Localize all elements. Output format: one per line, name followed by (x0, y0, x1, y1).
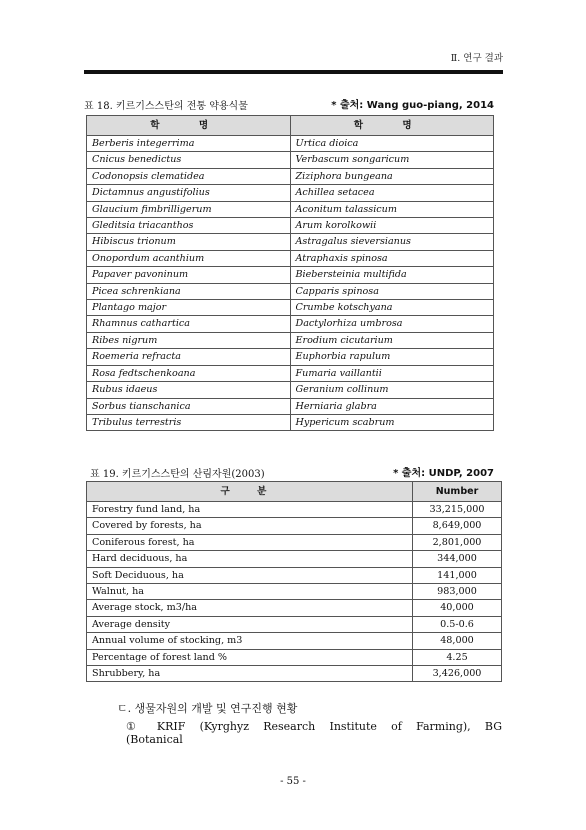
table-cell: Roemeria refracta (87, 349, 291, 365)
table-cell: Hypericum scabrum (290, 414, 494, 430)
table-cell: Rosa fedtschenkoana (87, 365, 291, 381)
table-cell: Geranium collinum (290, 382, 494, 398)
column-header: 학 명 (87, 116, 291, 136)
table-cell: Capparis spinosa (290, 283, 494, 299)
table18-caption: 표 18. 키르기스스탄의 전통 약용식물 (84, 101, 248, 112)
table-cell: Dactylorhiza umbrosa (290, 316, 494, 332)
table-row (87, 398, 494, 414)
table-cell: 33,215,000 (413, 502, 502, 518)
table-cell: 344,000 (413, 551, 502, 567)
column-header: 학 명 (290, 116, 494, 136)
table-cell: Arum korolkowii (290, 218, 494, 234)
table-row (87, 250, 494, 266)
table-row (87, 502, 502, 518)
table-row (87, 316, 494, 332)
table-cell: Ziziphora bungeana (290, 168, 494, 184)
table-cell: Annual volume of stocking, m3 (87, 633, 413, 649)
table-row (87, 584, 502, 600)
table-row (87, 218, 494, 234)
table-cell: Biebersteinia multifida (290, 267, 494, 283)
table-cell: Cnicus benedictus (87, 152, 291, 168)
table-row (87, 518, 502, 534)
table-row (87, 349, 494, 365)
table-cell: Plantago major (87, 300, 291, 316)
table18-source: * 출처: Wang guo-piang, 2014 (331, 100, 494, 111)
table-cell: Verbascum songaricum (290, 152, 494, 168)
table-row (87, 234, 494, 250)
table-cell: 8,649,000 (413, 518, 502, 534)
table-cell: Picea schrenkiana (87, 283, 291, 299)
table-row (87, 332, 494, 348)
table-cell: Fumaria vaillantii (290, 365, 494, 381)
column-header: Number (413, 482, 502, 502)
table-row (87, 136, 494, 152)
table-cell: Rhamnus cathartica (87, 316, 291, 332)
table-cell: Ribes nigrum (87, 332, 291, 348)
table-row (87, 414, 494, 430)
table-cell: Papaver pavoninum (87, 267, 291, 283)
table-row (87, 534, 502, 550)
table-row (87, 666, 502, 682)
table-cell: Achillea setacea (290, 185, 494, 201)
table-cell: Coniferous forest, ha (87, 534, 413, 550)
forest-resources-table (86, 481, 502, 682)
header-rule (84, 70, 503, 74)
table-row (87, 551, 502, 567)
table-cell: Sorbus tianschanica (87, 398, 291, 414)
table-cell: Dictamnus angustifolius (87, 185, 291, 201)
table-cell: Shrubbery, ha (87, 666, 413, 682)
table-cell: Onopordum acanthium (87, 250, 291, 266)
table-row (87, 382, 494, 398)
table-row (87, 633, 502, 649)
medicinal-plants-table (86, 115, 494, 431)
table-cell: 4.25 (413, 649, 502, 665)
table-cell: Walnut, ha (87, 584, 413, 600)
table-cell: Forestry fund land, ha (87, 502, 413, 518)
column-header: 구 분 (87, 482, 413, 502)
table-row (87, 600, 502, 616)
table-cell: Aconitum talassicum (290, 201, 494, 217)
table-cell: Rubus idaeus (87, 382, 291, 398)
section-heading: ㄷ. 생물자원의 개발 및 연구진행 현황 (117, 702, 298, 715)
table-cell: 2,801,000 (413, 534, 502, 550)
table-cell: Hard deciduous, ha (87, 551, 413, 567)
table-cell: Hibiscus trionum (87, 234, 291, 250)
table-cell: Glaucium fimbrilligerum (87, 201, 291, 217)
table-row (87, 201, 494, 217)
table-row (87, 283, 494, 299)
table-cell: 141,000 (413, 567, 502, 583)
table-cell: Herniaria glabra (290, 398, 494, 414)
table-row (87, 267, 494, 283)
table-cell: Gleditsia triacanthos (87, 218, 291, 234)
body-paragraph: ① KRIF (Kyrghyz Research Institute of Farming), BG (Botanical (126, 720, 502, 746)
table-cell: Soft Deciduous, ha (87, 567, 413, 583)
table-cell: Berberis integerrima (87, 136, 291, 152)
table-cell: Percentage of forest land % (87, 649, 413, 665)
table-cell: Erodium cicutarium (290, 332, 494, 348)
table-row (87, 649, 502, 665)
table-cell: Covered by forests, ha (87, 518, 413, 534)
table-row (87, 300, 494, 316)
table-header-row (87, 116, 494, 136)
table-cell: 0.5-0.6 (413, 616, 502, 632)
table-cell: 48,000 (413, 633, 502, 649)
table-cell: Euphorbia rapulum (290, 349, 494, 365)
table-row (87, 567, 502, 583)
table-cell: Average density (87, 616, 413, 632)
table-row (87, 365, 494, 381)
table-row (87, 168, 494, 184)
table19-source: * 출처: UNDP, 2007 (393, 468, 494, 479)
table-cell: Codonopsis clematidea (87, 168, 291, 184)
table-cell: 3,426,000 (413, 666, 502, 682)
table-cell: Urtica dioica (290, 136, 494, 152)
table-row (87, 152, 494, 168)
table-header-row (87, 482, 502, 502)
table-cell: 983,000 (413, 584, 502, 600)
table-cell: Tribulus terrestris (87, 414, 291, 430)
table-row (87, 616, 502, 632)
page-number: - 55 - (280, 776, 306, 787)
table19-caption: 표 19. 키르기스스탄의 산림자원(2003) (90, 469, 265, 480)
table-cell: Astragalus sieversianus (290, 234, 494, 250)
table-cell: Average stock, m3/ha (87, 600, 413, 616)
table-cell: 40,000 (413, 600, 502, 616)
table-cell: Crumbe kotschyana (290, 300, 494, 316)
table-row (87, 185, 494, 201)
chapter-header: Ⅱ. 연구 결과 (450, 53, 503, 64)
table-cell: Atraphaxis spinosa (290, 250, 494, 266)
